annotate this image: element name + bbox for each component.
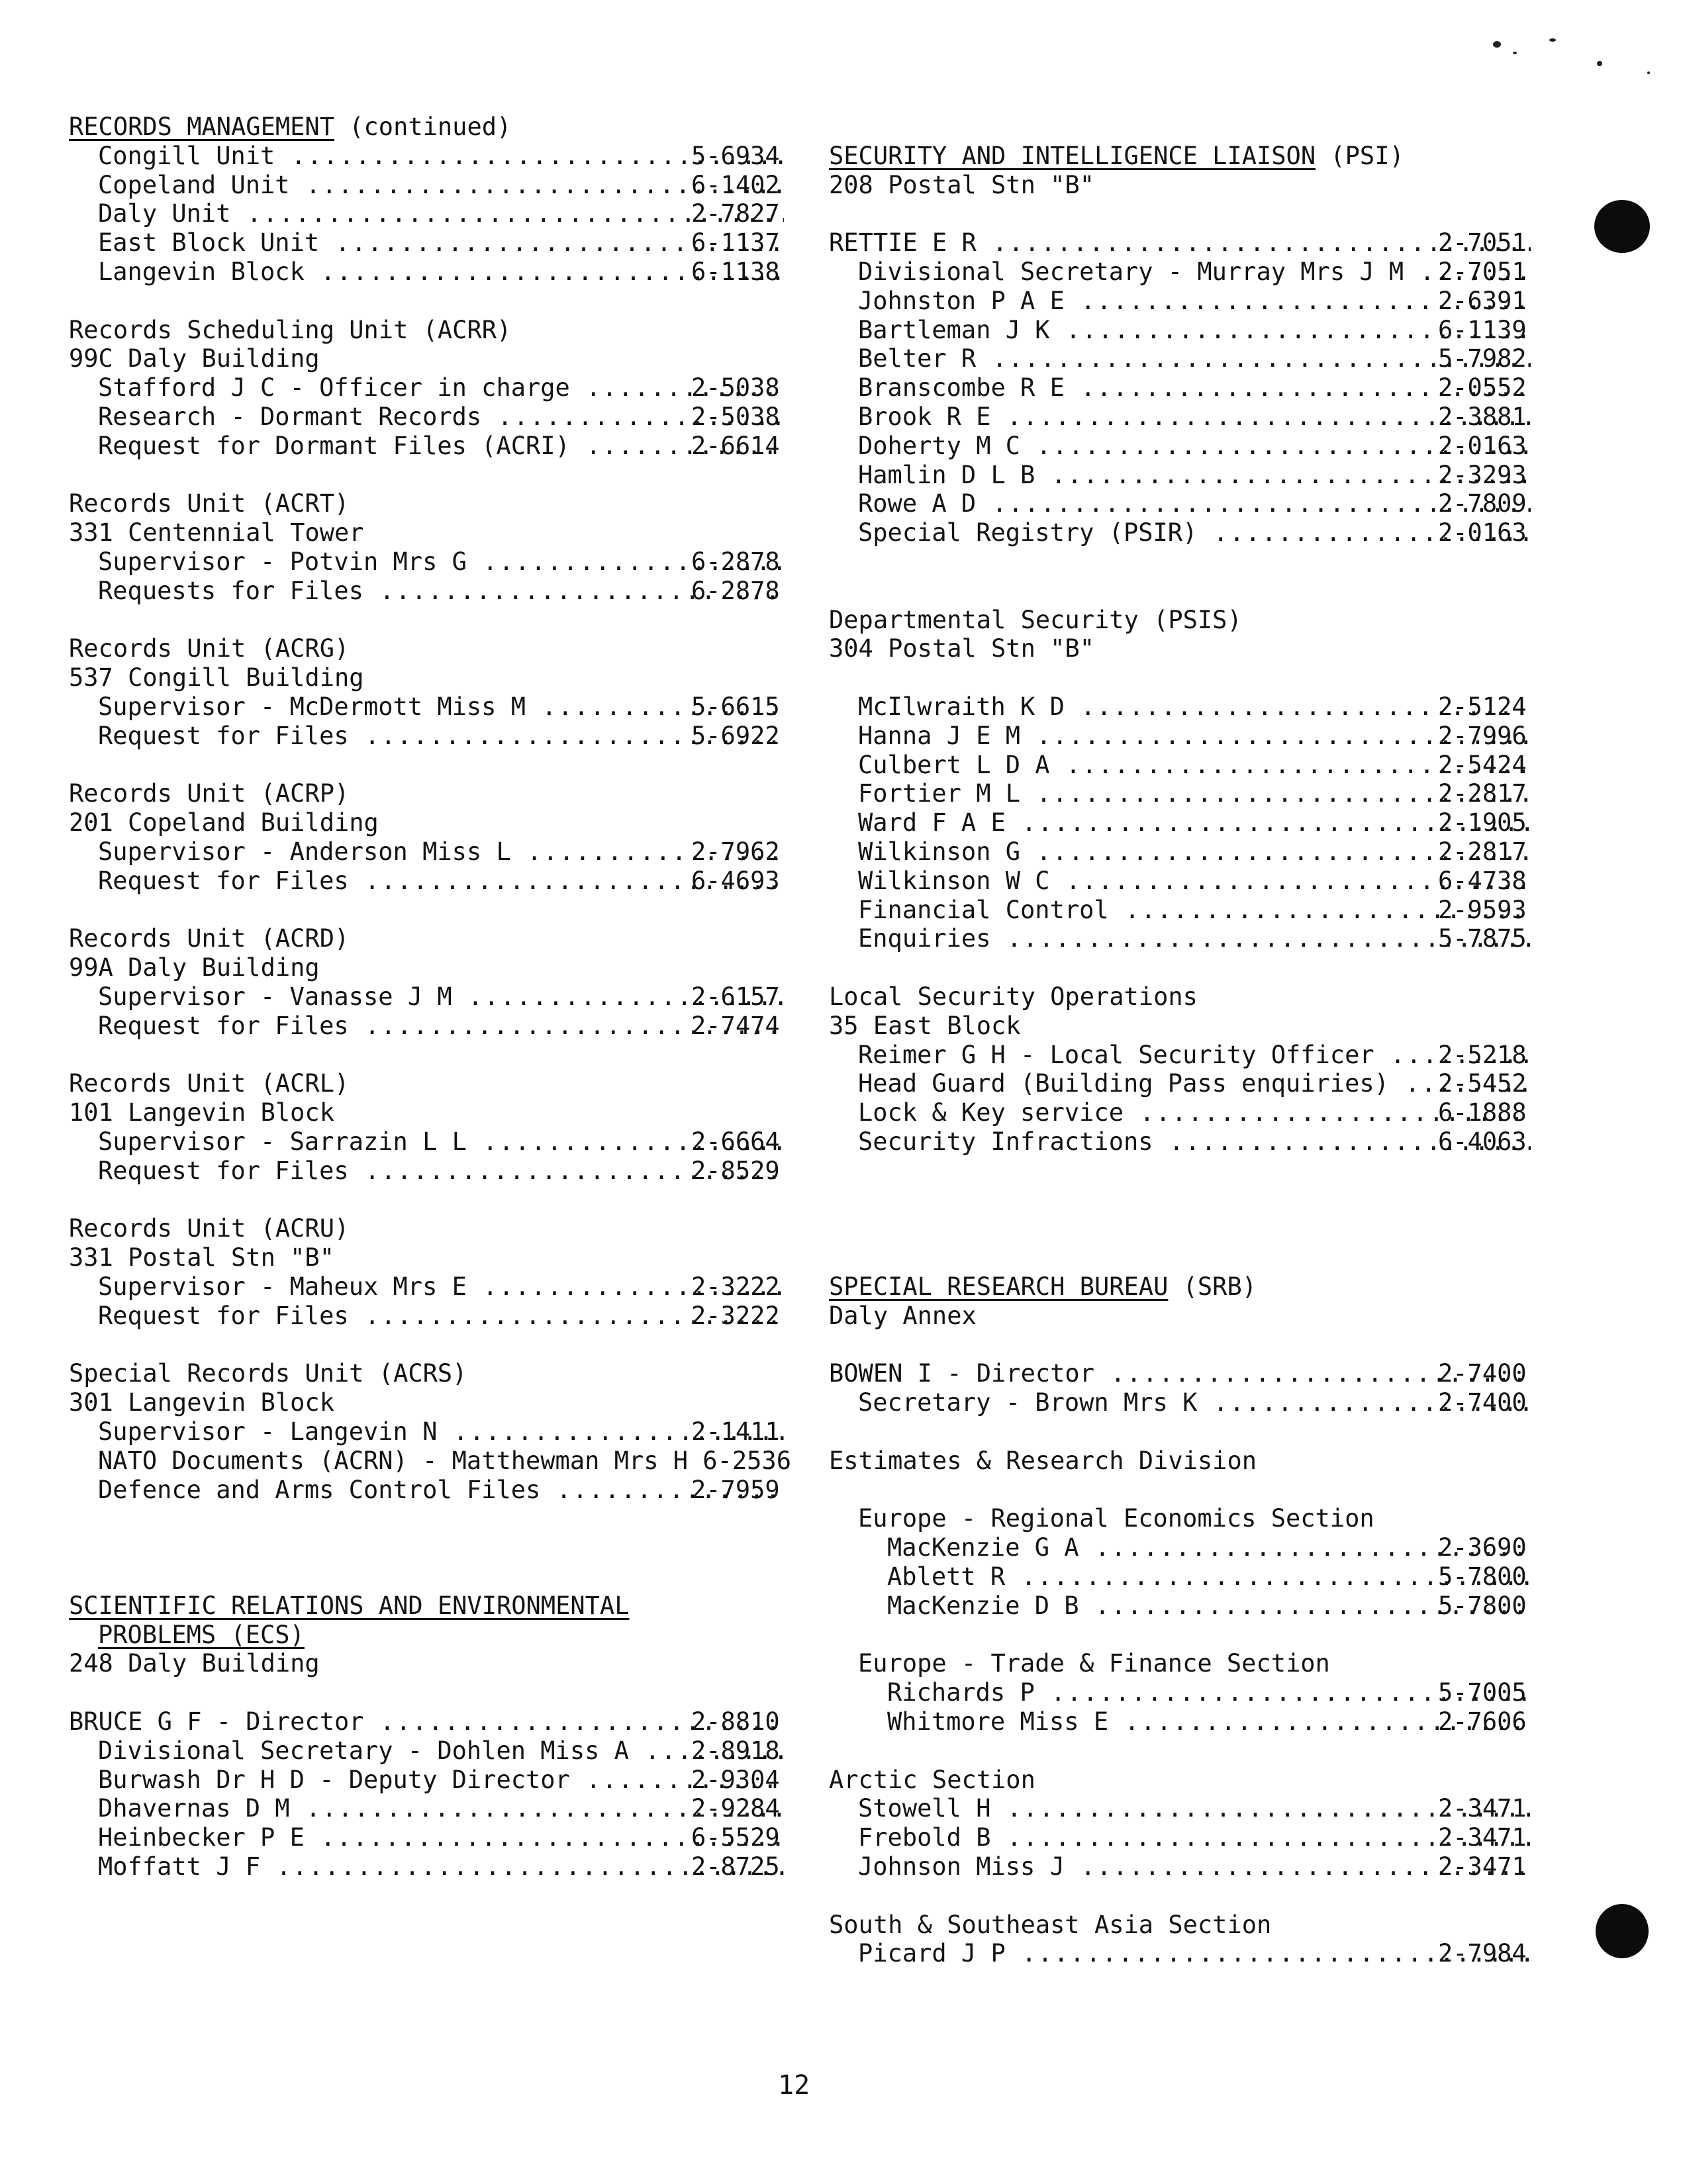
- entry-phone-number: 2-1411: [691, 1417, 780, 1446]
- entry-phone-number: 5-7982: [1438, 344, 1527, 373]
- directory-entry: [858, 1388, 1531, 1417]
- section-heading-title: SPECIAL RESEARCH BUREAU: [829, 1272, 1169, 1301]
- entry-phone-number: 6-1138: [691, 258, 780, 286]
- entry-phone-number: 6-1137: [691, 228, 780, 258]
- section-heading: [829, 1272, 1531, 1302]
- entry-name: MacKenzie D B .....: [887, 1591, 1531, 1621]
- entry-phone-number: 2-3881: [1438, 403, 1527, 431]
- entry-phone-number: 2-5424: [1438, 750, 1527, 779]
- directory-entry: [858, 1939, 1531, 1968]
- entry-name: Hamlin D L B .....: [858, 461, 1531, 490]
- entry-phone-number: 2-3222: [691, 1301, 780, 1330]
- directory-entry: [98, 403, 784, 432]
- entry-phone-number: 6-1888: [1438, 1098, 1527, 1127]
- section-heading-title: SECURITY AND INTELLIGENCE LIAISON: [829, 141, 1316, 170]
- directory-subheading: 101 Langevin Block: [69, 1098, 334, 1127]
- entry-name: Request for Files .....: [98, 1012, 784, 1041]
- directory-entry: [98, 1272, 784, 1302]
- entry-phone-number: 6-4738: [1438, 866, 1527, 895]
- entry-name: Security Infractions .....: [858, 1127, 1531, 1157]
- entry-name: Secretary - Brown Mrs K .....: [858, 1388, 1531, 1417]
- directory-entry: [98, 142, 784, 171]
- directory-entry: [858, 1823, 1531, 1852]
- entry-name: Divisional Secretary - Dohlen Miss A .....: [98, 1736, 784, 1766]
- entry-phone-number: 2-9284: [691, 1794, 780, 1823]
- entry-phone-number: 2-6664: [691, 1127, 780, 1156]
- entry-phone-number: 2-5038: [691, 373, 780, 403]
- directory-entry: [858, 518, 1531, 547]
- section-heading-title: SCIENTIFIC RELATIONS AND ENVIRONMENTAL: [69, 1591, 630, 1620]
- directory-subheading: Records Unit (ACRL): [69, 1069, 350, 1098]
- directory-entry: [858, 461, 1531, 490]
- entry-name: Stowell H .....: [858, 1794, 1531, 1823]
- entry-phone-number: 5-7800: [1438, 1591, 1527, 1620]
- directory-subheading: 331 Postal Stn "B": [69, 1243, 334, 1272]
- directory-entry: [98, 1417, 784, 1447]
- directory-entry: [98, 258, 784, 287]
- entry-phone-number: 2-2817: [1438, 837, 1527, 866]
- directory-entry: [98, 1302, 784, 1331]
- directory-subheading: 248 Daly Building: [69, 1649, 320, 1678]
- entry-phone-number: 2-8725: [691, 1852, 780, 1881]
- directory-subheading: Departmental Security (PSIS): [829, 605, 1242, 634]
- section-heading-title: RECORDS MANAGEMENT: [69, 113, 334, 141]
- entry-name: Moffatt J F .....: [98, 1852, 784, 1881]
- entry-phone-number: 2-7051: [1438, 228, 1527, 258]
- entry-name: Head Guard (Building Pass enquiries) .....: [858, 1069, 1531, 1098]
- entry-name: Supervisor - McDermott Miss M .....: [98, 692, 784, 722]
- entry-phone-number: 2-0552: [1438, 373, 1527, 403]
- directory-subheading: Records Unit (ACRG): [69, 634, 350, 663]
- directory-entry: [98, 171, 784, 200]
- entry-name: Request for Files .....: [98, 1302, 784, 1331]
- section-heading: [98, 1621, 784, 1650]
- directory-entry: [98, 982, 784, 1012]
- entry-phone-number: 6-4693: [691, 866, 780, 895]
- directory-entry: [98, 1766, 784, 1795]
- directory-entry: [98, 1127, 784, 1157]
- directory-entry: [858, 432, 1531, 461]
- entry-name: Supervisor - Maheux Mrs E .....: [98, 1272, 784, 1302]
- entry-phone-number: 2-5218: [1438, 1040, 1527, 1069]
- entry-phone-number: 2-7827: [691, 199, 780, 228]
- entry-phone-number: 2-5038: [691, 403, 780, 431]
- entry-phone-number: 2-7984: [1438, 1939, 1527, 1968]
- directory-subheading: Daly Annex: [829, 1301, 977, 1330]
- entry-name: Rowe A D .....: [858, 489, 1531, 518]
- entry-phone-number: 2-2817: [1438, 779, 1527, 808]
- directory-entry: [858, 722, 1531, 751]
- directory-subheading: Estimates & Research Division: [829, 1446, 1257, 1475]
- entry-phone-number: 2-8529: [691, 1156, 780, 1185]
- directory-entry: [858, 808, 1531, 837]
- entry-name: BRUCE G F - Director .....: [69, 1707, 784, 1736]
- entry-phone-number: 2-6391: [1438, 286, 1527, 315]
- directory-subheading: Local Security Operations: [829, 982, 1198, 1011]
- entry-name: Burwash Dr H D - Deputy Director .....: [98, 1766, 784, 1795]
- directory-entry: [858, 924, 1531, 953]
- entry-name: Johnston P A E .....: [858, 287, 1531, 316]
- entry-phone-number: 5-6934: [691, 141, 780, 170]
- entry-phone-number: 2-7959: [691, 1475, 780, 1504]
- directory-entry: [98, 432, 784, 461]
- directory-subheading: 304 Postal Stn "B": [829, 634, 1094, 663]
- entry-name: Copeland Unit .....: [98, 171, 784, 200]
- scan-speck: [1493, 41, 1501, 48]
- directory-subheading: Records Scheduling Unit (ACRR): [69, 315, 512, 344]
- directory-entry: [858, 896, 1531, 925]
- directory-entry: [858, 1069, 1531, 1098]
- section-heading: [829, 142, 1531, 171]
- scan-speck: [1549, 38, 1556, 42]
- directory-entry: [858, 373, 1531, 403]
- entry-phone-number: 2-0163: [1438, 431, 1527, 460]
- entry-name: Congill Unit .....: [98, 142, 784, 171]
- directory-entry: [98, 547, 784, 577]
- directory-entry: [858, 692, 1531, 722]
- entry-name: Ward F A E .....: [858, 808, 1531, 837]
- entry-phone-number: 2-6157: [691, 982, 780, 1011]
- entry-phone-number: 6-1402: [691, 170, 780, 199]
- section-heading-suffix: (continued): [334, 113, 512, 141]
- directory-entry: [858, 867, 1531, 896]
- entry-name: RETTIE E R .....: [829, 228, 1531, 258]
- entry-name: Wilkinson G .....: [858, 837, 1531, 867]
- directory-entry: [98, 837, 784, 867]
- directory-entry: [98, 1852, 784, 1881]
- entry-name: BOWEN I - Director .....: [829, 1359, 1531, 1388]
- entry-phone-number: 6-5529: [691, 1823, 780, 1852]
- entry-phone-number: 6-2878: [691, 547, 780, 576]
- section-heading: [69, 1591, 784, 1621]
- entry-name: Culbert L D A .....: [858, 751, 1531, 780]
- entry-phone-number: 2-3293: [1438, 460, 1527, 489]
- directory-entry: [858, 316, 1531, 345]
- entry-name: McIlwraith K D .....: [858, 692, 1531, 722]
- entry-name: Belter R .....: [858, 344, 1531, 373]
- entry-phone-number: 2-7996: [1438, 721, 1527, 750]
- directory-entry: [98, 1012, 784, 1041]
- directory-entry: [858, 1127, 1531, 1157]
- entry-phone-number: 6-1139: [1438, 315, 1527, 344]
- punch-hole-mark-top: [1594, 200, 1650, 253]
- directory-entry: [858, 779, 1531, 808]
- entry-name: Enquiries .....: [858, 924, 1531, 953]
- entry-name: East Block Unit .....: [98, 228, 784, 258]
- entry-name: Supervisor - Anderson Miss L .....: [98, 837, 784, 867]
- page-number: 12: [778, 2070, 810, 2101]
- entry-phone-number: 5-6922: [691, 721, 780, 750]
- entry-name: Research - Dormant Records .....: [98, 403, 784, 432]
- directory-subheading: 201 Copeland Building: [69, 808, 379, 837]
- directory-entry: [98, 1157, 784, 1186]
- entry-phone-number: 2-3471: [1438, 1794, 1527, 1823]
- directory-entry: [98, 692, 784, 722]
- section-heading-suffix: (PSI): [1316, 141, 1404, 170]
- entry-phone-number: 2-5124: [1438, 692, 1527, 721]
- directory-entry: [887, 1678, 1531, 1707]
- entry-phone-number: 2-7400: [1438, 1388, 1527, 1417]
- entry-name: Reimer G H - Local Security Officer .....: [858, 1041, 1531, 1070]
- entry-name: Request for Files .....: [98, 867, 784, 896]
- entry-name: Picard J P .....: [858, 1939, 1531, 1968]
- entry-name: Financial Control .....: [858, 896, 1531, 925]
- directory-subheading: 537 Congill Building: [69, 663, 364, 692]
- entry-name: Fortier M L .....: [858, 779, 1531, 808]
- entry-name: Bartleman J K .....: [858, 316, 1531, 345]
- directory-subheading: 331 Centennial Tower: [69, 518, 364, 547]
- entry-phone-number: 2-8918: [691, 1736, 780, 1765]
- directory-entry: [858, 403, 1531, 432]
- directory-subheading: 208 Postal Stn "B": [829, 170, 1094, 199]
- directory-subheading: South & Southeast Asia Section: [829, 1910, 1272, 1939]
- entry-name: Requests for Files .....: [98, 577, 784, 606]
- directory-entry: [858, 344, 1531, 373]
- entry-name: Daly Unit .....: [98, 199, 784, 228]
- directory-entry: [98, 1823, 784, 1852]
- directory-subheading: Special Records Unit (ACRS): [69, 1359, 467, 1388]
- entry-name: Lock & Key service .....: [858, 1098, 1531, 1127]
- directory-entry: [858, 258, 1531, 287]
- entry-name: Ablett R .....: [887, 1562, 1531, 1591]
- entry-name: Dhavernas D M .....: [98, 1794, 784, 1823]
- entry-name: Brook R E .....: [858, 403, 1531, 432]
- scan-speck: [1513, 52, 1517, 54]
- directory-entry: [98, 199, 784, 228]
- entry-name: Stafford J C - Officer in charge .....: [98, 373, 784, 403]
- entry-name: Divisional Secretary - Murray Mrs J M .....: [858, 258, 1531, 287]
- entry-phone-number: 5-6615: [691, 692, 780, 721]
- entry-phone-number: 2-7051: [1438, 258, 1527, 286]
- directory-entry: [858, 1794, 1531, 1823]
- scan-speck: [1597, 61, 1602, 66]
- directory-entry: [98, 373, 784, 403]
- entry-name: Request for Files .....: [98, 722, 784, 751]
- directory-subheading: Records Unit (ACRT): [69, 489, 350, 518]
- directory-entry: [887, 1562, 1531, 1591]
- entry-name: Frebold B .....: [858, 1823, 1531, 1852]
- entry-phone-number: 5-7875: [1438, 924, 1527, 953]
- entry-phone-number: 2-0163: [1438, 518, 1527, 547]
- entry-phone-number: 6-2878: [691, 576, 780, 605]
- entry-phone-number: 2-3222: [691, 1272, 780, 1301]
- entry-name: Heinbecker P E .....: [98, 1823, 784, 1852]
- entry-name: Supervisor - Sarrazin L L .....: [98, 1127, 784, 1157]
- directory-subheading: NATO Documents (ACRN) - Matthewman Mrs H 6-2536: [98, 1446, 791, 1475]
- punch-hole-mark-bottom: [1596, 1904, 1649, 1958]
- directory-entry: [887, 1707, 1531, 1736]
- entry-phone-number: 2-7962: [691, 837, 780, 866]
- directory-entry: [858, 1098, 1531, 1127]
- directory-subheading: Europe - Trade & Finance Section: [858, 1649, 1330, 1678]
- directory-subheading: 35 East Block: [829, 1011, 1021, 1040]
- directory-entry: [69, 1707, 784, 1736]
- scan-speck: [1647, 71, 1650, 74]
- directory-entry: [887, 1533, 1531, 1562]
- directory-entry: [858, 287, 1531, 316]
- entry-phone-number: 2-7809: [1438, 489, 1527, 518]
- entry-name: Johnson Miss J .....: [858, 1852, 1531, 1881]
- directory-entry: [98, 1736, 784, 1766]
- entry-name: Request for Files .....: [98, 1157, 784, 1186]
- entry-phone-number: 2-7606: [1438, 1707, 1527, 1736]
- entry-name: Supervisor - Potvin Mrs G .....: [98, 547, 784, 577]
- directory-subheading: Records Unit (ACRD): [69, 924, 350, 953]
- entry-phone-number: 2-3690: [1438, 1533, 1527, 1562]
- directory-entry: [858, 489, 1531, 518]
- directory-entry: [858, 1852, 1531, 1881]
- entry-phone-number: 2-7474: [691, 1011, 780, 1040]
- directory-entry: [858, 751, 1531, 780]
- entry-phone-number: 2-3471: [1438, 1852, 1527, 1881]
- directory-entry: [829, 1359, 1531, 1388]
- directory-subheading: Records Unit (ACRU): [69, 1214, 350, 1243]
- entry-name: Doherty M C .....: [858, 432, 1531, 461]
- directory-subheading: 99A Daly Building: [69, 953, 320, 982]
- directory-entry: [98, 577, 784, 606]
- entry-phone-number: 2-7400: [1438, 1359, 1527, 1388]
- directory-subheading: Records Unit (ACRP): [69, 779, 350, 808]
- entry-name: Supervisor - Vanasse J M .....: [98, 982, 784, 1012]
- directory-subheading: Europe - Regional Economics Section: [858, 1504, 1374, 1533]
- directory-subheading: 301 Langevin Block: [69, 1388, 334, 1417]
- entry-name: Hanna J E M .....: [858, 722, 1531, 751]
- directory-subheading: 99C Daly Building: [69, 344, 320, 373]
- entry-phone-number: 5-7800: [1438, 1562, 1527, 1591]
- entry-phone-number: 2-5452: [1438, 1069, 1527, 1098]
- section-heading: [69, 113, 784, 142]
- entry-phone-number: 2-9593: [1438, 895, 1527, 924]
- entry-phone-number: 2-8810: [691, 1707, 780, 1736]
- entry-name: MacKenzie G A .....: [887, 1533, 1531, 1562]
- directory-subheading: Arctic Section: [829, 1765, 1035, 1794]
- directory-entry: [829, 228, 1531, 258]
- entry-name: Special Registry (PSIR) .....: [858, 518, 1531, 547]
- entry-name: Richards P .....: [887, 1678, 1531, 1707]
- entry-phone-number: 2-9304: [691, 1765, 780, 1794]
- entry-phone-number: 2-3471: [1438, 1823, 1527, 1852]
- directory-entry: [98, 1794, 784, 1823]
- entry-phone-number: 2-1905: [1438, 808, 1527, 837]
- section-heading-title: PROBLEMS (ECS): [98, 1620, 305, 1649]
- entry-name: Branscombe R E .....: [858, 373, 1531, 403]
- entry-name: Wilkinson W C .....: [858, 867, 1531, 896]
- section-heading-suffix: (SRB): [1168, 1272, 1257, 1301]
- entry-name: Defence and Arms Control Files .....: [98, 1476, 784, 1505]
- entry-phone-number: 6-4063: [1438, 1127, 1527, 1156]
- directory-entry: [98, 1476, 784, 1505]
- directory-entry: [887, 1591, 1531, 1621]
- directory-entry: [98, 867, 784, 896]
- entry-name: Request for Dormant Files (ACRI) .....: [98, 432, 784, 461]
- directory-entry: [858, 1041, 1531, 1070]
- entry-name: Langevin Block .....: [98, 258, 784, 287]
- entry-name: Whitmore Miss E .....: [887, 1707, 1531, 1736]
- entry-name: Supervisor - Langevin N .....: [98, 1417, 784, 1447]
- directory-entry: [98, 228, 784, 258]
- entry-phone-number: 2-6614: [691, 431, 780, 460]
- directory-entry: [858, 837, 1531, 867]
- directory-entry: [98, 722, 784, 751]
- entry-phone-number: 5-7005: [1438, 1678, 1527, 1707]
